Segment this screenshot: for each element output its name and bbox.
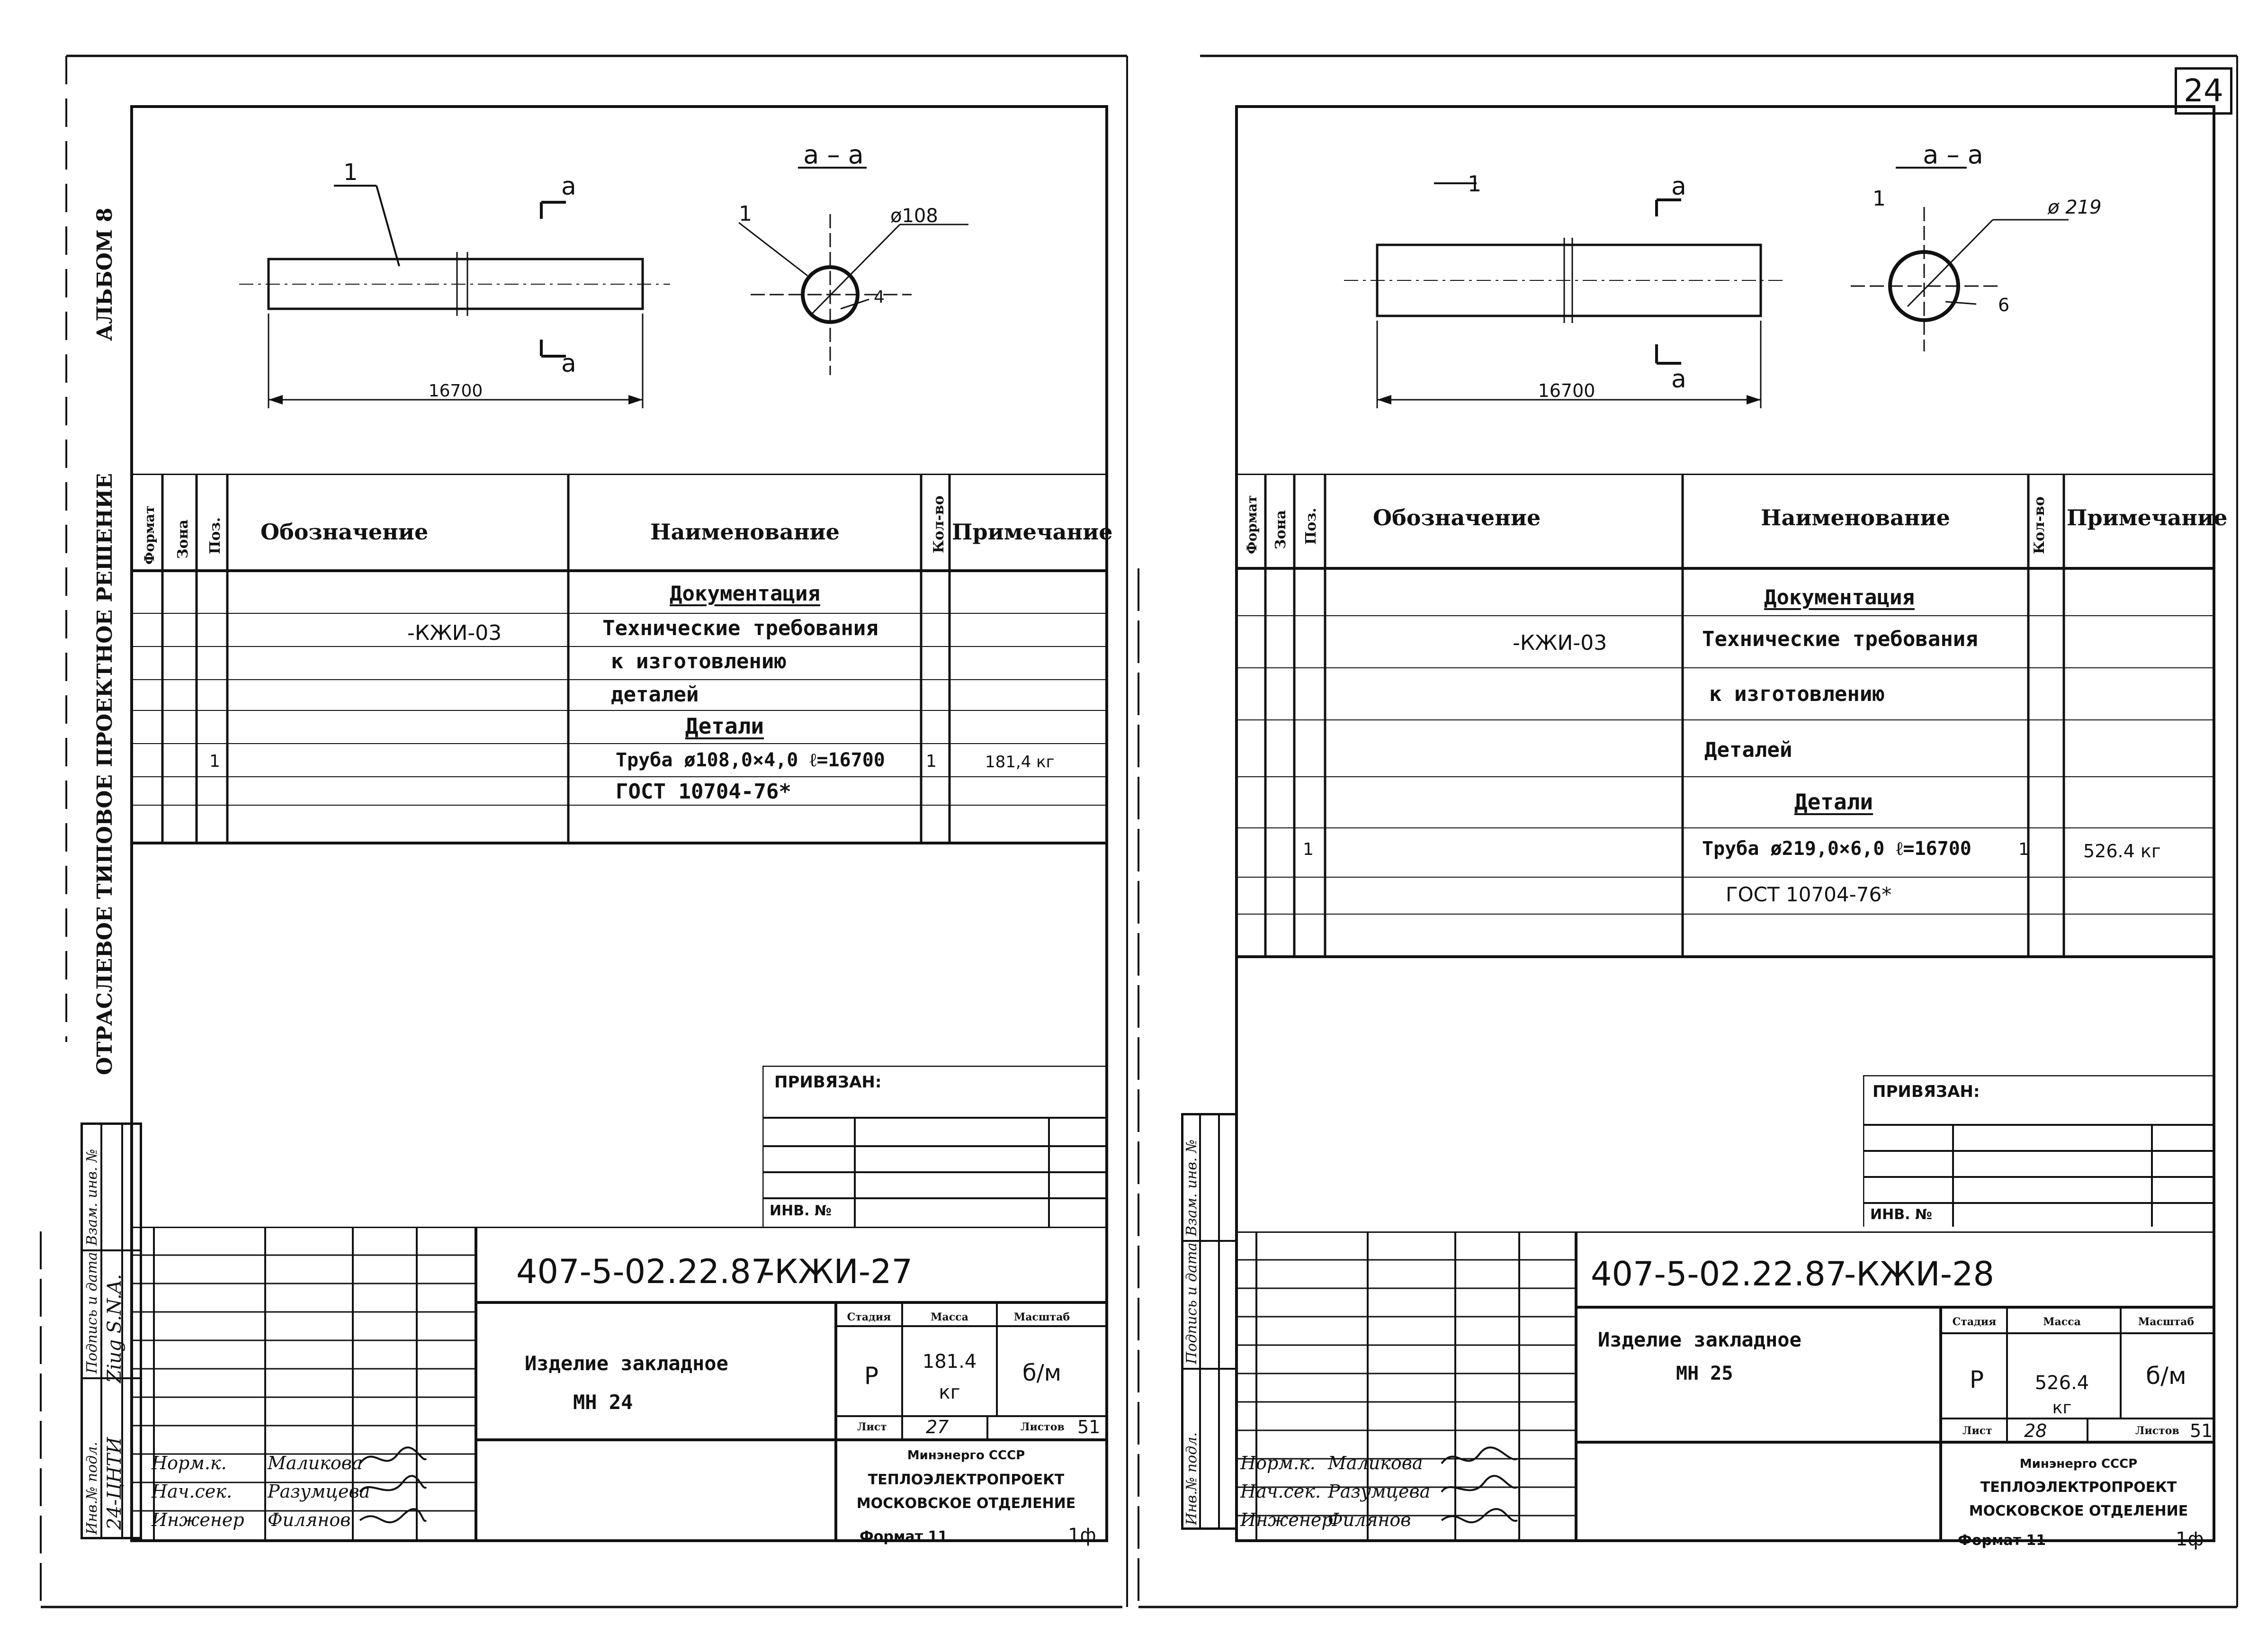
row-pipe-right: Труба ø219,0×6,0 ℓ=16700 — [1702, 838, 1971, 860]
row-doc-header-right: Документация — [1764, 585, 1915, 610]
pipe-drawing — [130, 105, 1108, 475]
title-name-2: МН 24 — [573, 1391, 633, 1414]
mass-header: Масса — [931, 1311, 968, 1323]
header-name-right: Наименование — [1761, 505, 1950, 530]
diameter-label: ø108 — [890, 205, 938, 227]
org-3-right: МОСКОВСКОЕ ОТДЕЛЕНИЕ — [1969, 1503, 2188, 1519]
row-mass: 181,4 кг — [985, 753, 1055, 772]
pipe-drawing-right — [1235, 105, 2215, 475]
stage-header: Стадия — [847, 1311, 891, 1323]
row-doc-name-1: Технические требования — [602, 616, 878, 640]
name-nachsek-right: Разумцева — [1328, 1481, 1431, 1502]
cut-mark-top: а — [561, 172, 576, 201]
callout-1: 1 — [343, 159, 358, 186]
header-qty-right: Кол-во — [2031, 496, 2048, 554]
stamp-col-1-right: Инв.№ подл. — [1183, 1432, 1200, 1525]
org-2-right: ТЕПЛОЭЛЕКТРОПРОЕКТ — [1980, 1479, 2177, 1496]
stamp-col-1: Инв.№ подл. — [84, 1442, 100, 1535]
signature-marks-right — [1437, 1445, 1522, 1539]
header-format-right: Формат — [1244, 495, 1260, 554]
row-qty: 1 — [926, 752, 937, 771]
callout-section: 1 — [739, 202, 752, 226]
header-format: Формат — [142, 505, 157, 565]
sheets-label: Листов — [1021, 1421, 1065, 1433]
scale-header: Масштаб — [1013, 1311, 1070, 1323]
privyazan-inv: ИНВ. № — [770, 1203, 832, 1219]
title-name-1: Изделие закладное — [525, 1352, 728, 1375]
page-number: 24 — [2175, 67, 2232, 115]
row-doc-header: Документация — [670, 582, 820, 606]
row-mass-right: 526.4 кг — [2083, 841, 2161, 862]
row-pos-right: 1 — [1303, 840, 1314, 859]
cut-mark-top-right: а — [1671, 172, 1686, 201]
wall-label: 4 — [874, 287, 885, 307]
privyazan-title-right: ПРИВЯЗАН: — [1873, 1082, 1980, 1101]
name-normk-right: Маликова — [1328, 1453, 1423, 1473]
header-zone-right: Зона — [1272, 510, 1289, 549]
row-details-header: Детали — [685, 713, 764, 739]
privyazan-inv-right: ИНВ. № — [1870, 1206, 1933, 1223]
sheets-total-right: 51 — [2190, 1420, 2213, 1441]
sheet-label: Лист — [857, 1421, 887, 1433]
row-doc-name-2: к изготовлению — [611, 649, 787, 673]
title-code: 407-5-02.22.87 — [516, 1252, 772, 1291]
stage-header-right: Стадия — [1952, 1316, 1997, 1328]
sheet-label-right: Лист — [1962, 1425, 1992, 1437]
length-dimension-right: 16700 — [1538, 380, 1595, 401]
role-engineer-right: Инженер — [1240, 1509, 1333, 1530]
mass-unit: кг — [939, 1382, 960, 1403]
org-1: Минэнерго СССР — [907, 1448, 1025, 1463]
scale-value: б/м — [1022, 1360, 1061, 1386]
row-doc-name-2-right: к изготовлению — [1709, 682, 1885, 706]
header-note-right: Примечание — [2067, 505, 2228, 530]
header-pos: Поз. — [207, 517, 224, 554]
row-details-header-right: Детали — [1794, 789, 1873, 815]
scale-header-right: Масштаб — [2138, 1316, 2195, 1328]
header-designation: Обозначение — [260, 519, 429, 545]
stamp-col-3-right: Взам. инв. № — [1183, 1139, 1200, 1236]
callout-1-right: 1 — [1468, 171, 1482, 197]
spec-table-grid-right — [1235, 474, 2215, 961]
title-code-right: 407-5-02.22.87 — [1591, 1255, 1847, 1293]
role-normk: Норм.к. — [152, 1453, 227, 1473]
org-2: ТЕПЛОЭЛЕКТРОПРОЕКТ — [868, 1472, 1065, 1488]
header-name: Наименование — [650, 519, 840, 545]
sheet-number-right: 28 — [2024, 1420, 2047, 1441]
header-zone: Зона — [175, 519, 191, 559]
mass-unit-right: кг — [2052, 1398, 2072, 1418]
role-nachsek-right: Нач.сек. — [1240, 1481, 1321, 1502]
format-label: Формат 11 — [860, 1528, 948, 1545]
row-doc-name-1-right: Технические требования — [1702, 627, 1978, 651]
stage-value-right: Р — [1969, 1366, 1984, 1393]
row-pos: 1 — [209, 752, 220, 771]
stamp-value-2: Ziug S.N.A. — [104, 1274, 125, 1383]
stamp-col-2: Подпись и дата — [84, 1252, 100, 1374]
diameter-label-right: ø 219 — [2048, 197, 2102, 218]
title-mark: -КЖИ-27 — [762, 1252, 913, 1291]
header-designation-right: Обозначение — [1373, 505, 1541, 530]
name-engineer: Филянов — [268, 1509, 351, 1530]
sheet-right — [1134, 0, 2267, 1652]
org-3: МОСКОВСКОЕ ОТДЕЛЕНИЕ — [856, 1495, 1076, 1512]
mass-value-right: 526.4 — [2034, 1372, 2089, 1394]
header-pos-right: Поз. — [1303, 508, 1319, 545]
role-nachsek: Нач.сек. — [152, 1481, 233, 1502]
row-qty-right: 1 — [2018, 840, 2029, 859]
name-normk: Маликова — [268, 1453, 363, 1473]
format-suffix-right: 1ф — [2176, 1528, 2204, 1550]
stamp-col-3: Взам. инв. № — [84, 1149, 100, 1246]
length-dimension: 16700 — [428, 381, 483, 401]
name-engineer-right: Филянов — [1328, 1509, 1411, 1530]
scale-value-right: б/м — [2146, 1362, 2186, 1390]
section-title-right: а – а — [1923, 140, 1983, 170]
org-1-right: Минэнерго СССР — [2019, 1457, 2138, 1471]
sheet-number: 27 — [926, 1417, 949, 1437]
title-name-2-right: МН 25 — [1676, 1363, 1733, 1384]
header-note: Примечание — [952, 519, 1113, 545]
format-suffix: 1ф — [1068, 1525, 1096, 1546]
row-gost-right: ГОСТ 10704-76* — [1726, 883, 1892, 906]
header-qty: Кол-во — [931, 495, 947, 553]
row-doc-designation: -КЖИ-03 — [407, 621, 502, 645]
sheet-left — [0, 0, 1133, 1652]
margin-title: ОТРАСЛЕВОЕ ТИПОВОЕ ПРОЕКТНОЕ РЕШЕНИЕ — [93, 473, 117, 1075]
signature-marks — [355, 1445, 431, 1539]
sheets-total: 51 — [1077, 1417, 1101, 1437]
section-title: а – а — [803, 140, 864, 170]
wall-label-right: 6 — [1998, 295, 2010, 315]
stamp-col-2-right: Подпись и дата — [1183, 1242, 1200, 1364]
cut-mark-bottom-right: а — [1671, 365, 1686, 394]
mass-header-right: Масса — [2043, 1316, 2081, 1328]
role-normk-right: Норм.к. — [1240, 1453, 1316, 1473]
row-doc-designation-right: -КЖИ-03 — [1513, 631, 1607, 655]
stage-value: Р — [864, 1362, 879, 1390]
row-pipe: Труба ø108,0×4,0 ℓ=16700 — [616, 749, 885, 771]
mass-value: 181.4 — [922, 1351, 977, 1373]
row-gost: ГОСТ 10704-76* — [616, 780, 791, 804]
stamp-value-1: 24-ЦНТИ — [104, 1437, 125, 1530]
row-doc-name-3: деталей — [611, 682, 699, 707]
callout-section-right: 1 — [1873, 187, 1886, 211]
sheets-label-right: Листов — [2135, 1425, 2179, 1437]
name-nachsek: Разумцева — [268, 1481, 370, 1502]
role-engineer: Инженер — [152, 1509, 244, 1530]
cut-mark-bottom: а — [561, 350, 576, 378]
margin-album: АЛЬБОМ 8 — [93, 207, 117, 341]
format-label-right: Формат 11 — [1958, 1532, 2046, 1549]
row-doc-name-3-right: Деталей — [1704, 738, 1792, 762]
privyazan-title: ПРИВЯЗАН: — [774, 1073, 882, 1092]
title-name-1-right: Изделие закладное — [1598, 1328, 1801, 1351]
title-mark-right: -КЖИ-28 — [1844, 1255, 1995, 1293]
